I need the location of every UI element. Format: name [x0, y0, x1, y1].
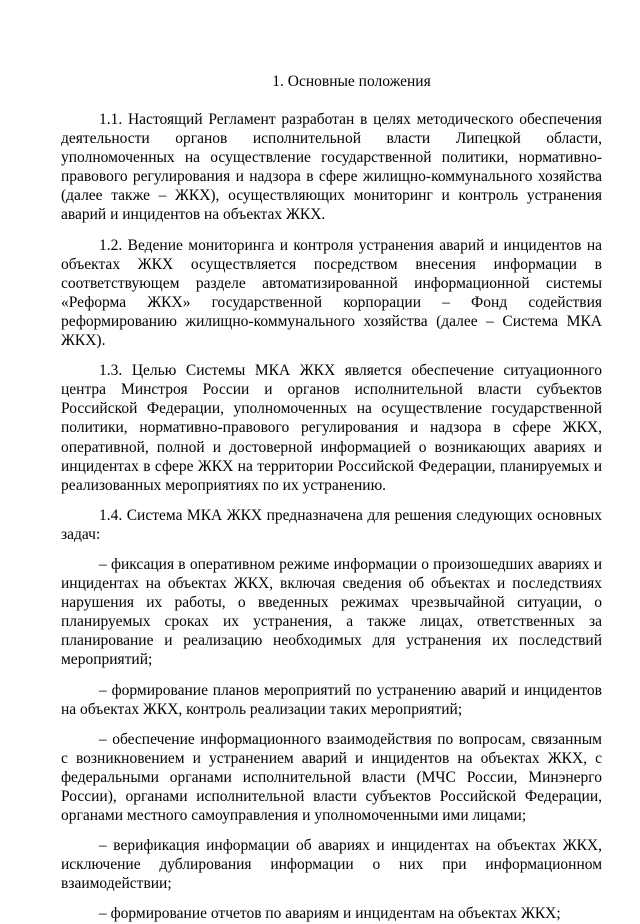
- paragraph-1-1: 1.1. Настоящий Регламент разработан в целях методического обеспечения деятельности органов исполнительной власти Липецкой области, уполномоченных на осуществление государственной политики, нормативно-правового регулирования и надзора в сфере жилищно-коммунального хозяйства (далее также – ЖКХ), осуществляющих мониторинг и контроль устранения аварий и инцидентов на объектах ЖКХ.: [61, 111, 602, 224]
- paragraph-1-2: 1.2. Ведение мониторинга и контроля устранения аварий и инцидентов на объектах ЖКХ осуществляется посредством внесения информации в соответствующем разделе автоматизированной информационной системы «Реформа ЖКХ» государственной корпорации – Фонд содействия реформированию жилищно-коммунального хозяйства (далее – Система МКА ЖКХ).: [61, 236, 602, 350]
- list-item-plans: – формирование планов мероприятий по устранению аварий и инцидентов на объектах ЖКХ, контроль реализации таких мероприятий;: [61, 681, 602, 718]
- paragraph-1-4: 1.4. Система МКА ЖКХ предназначена для решения следующих основных задач:: [61, 506, 602, 543]
- list-item-verification: – верификация информации об авариях и инцидентах на объектах ЖКХ, исключение дублирования информации о них при информационном взаимодействии;: [61, 837, 602, 893]
- list-item-fixation: – фиксация в оперативном режиме информации о произошедших авариях и инцидентах на объектах ЖКХ, включая сведения об объектах и последствиях нарушения их работы, о введенных режимах чрезвычайной ситуации, о планируемых сроках их устранения, а также лицах, ответственных за планирование и реализацию необходимых для устранения их последствий мероприятий;: [61, 555, 602, 669]
- section-heading: 1. Основные положения: [272, 73, 431, 90]
- list-item-reports: – формирование отчетов по авариям и инцидентам на объектах ЖКХ;: [99, 905, 561, 923]
- paragraph-1-3: 1.3. Целью Системы МКА ЖКХ является обеспечение ситуационного центра Минстроя России и органов исполнительной власти субъектов Российской Федерации, уполномоченных на осуществление государственной политики, нормативно-правового регулирования и надзора в сфере ЖКХ, оперативной, полной и достоверной информацией о возникающих авариях и инцидентах в сфере ЖКХ на территории Российской Федерации, планируемых и реализованных мероприятиях по их устранению.: [61, 362, 602, 494]
- list-item-interaction: – обеспечение информационного взаимодействия по вопросам, связанным с возникновением и устранением аварий и инцидентов на объектах ЖКХ, с федеральными органами исполнительной власти (МЧС России, Минэнерго России), органами исполнительной власти субъектов Российской Федерации, органами местного самоуправления и уполномоченными ими лицами;: [61, 730, 602, 825]
